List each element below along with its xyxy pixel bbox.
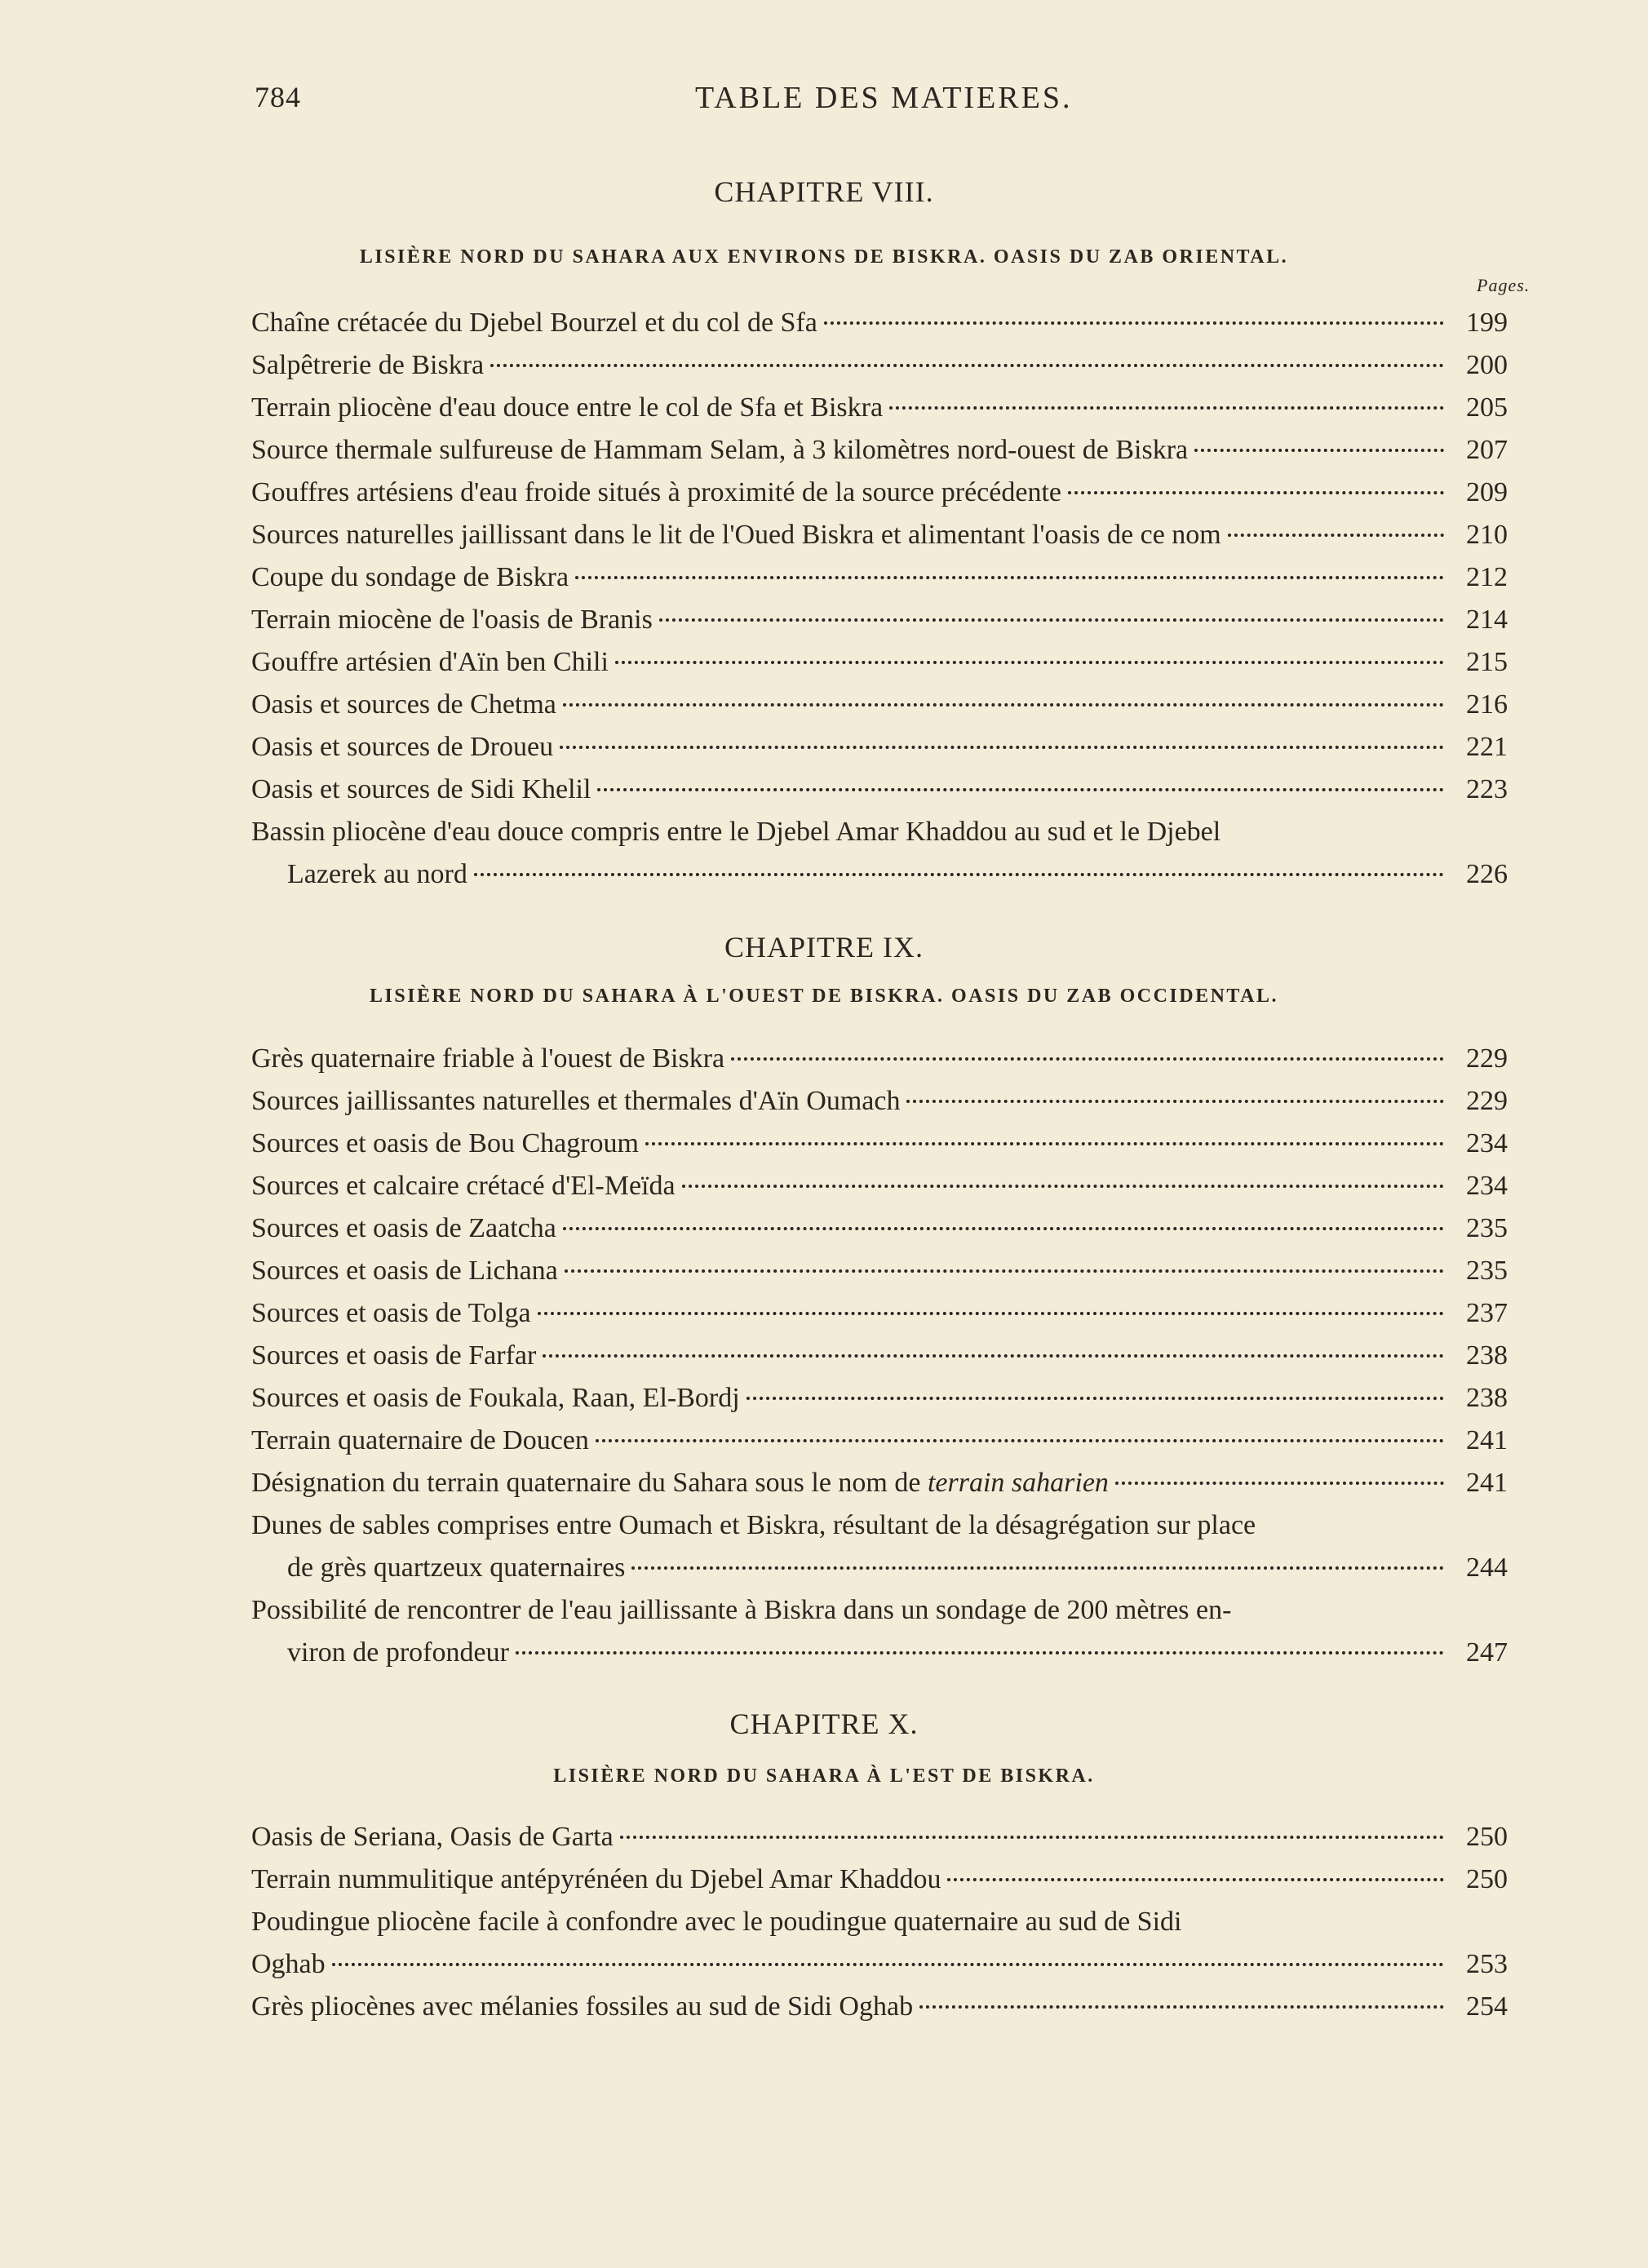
dot-leader	[597, 788, 1444, 791]
dot-leader	[1228, 534, 1444, 537]
entry-title: Sources et oasis de Zaatcha	[251, 1213, 556, 1243]
toc-entry	[251, 1462, 1508, 1504]
toc-entry	[251, 556, 1508, 599]
toc-entry	[251, 684, 1508, 726]
entry-title: Terrain quaternaire de Doucen	[251, 1425, 589, 1455]
dot-leader	[563, 703, 1444, 707]
toc-entry	[251, 1420, 1508, 1462]
entry-page: 238	[1466, 1383, 1508, 1413]
toc-list	[251, 1816, 1508, 2028]
entry-title: Sources jaillissantes naturelles et thermales d'Aïn Oumach	[251, 1086, 901, 1116]
entry-page: 244	[1466, 1553, 1508, 1583]
toc-list	[251, 1038, 1508, 1674]
entry-title: Sources et oasis de Bou Chagroum	[251, 1128, 639, 1158]
entry-title-continued: de grès quartzeux quaternaires	[287, 1553, 626, 1583]
toc-entry	[251, 472, 1508, 514]
entry-title-continued: Lazerek au nord	[287, 859, 467, 889]
entry-title: Sources naturelles jaillissant dans le lit de l'Oued Biskra et alimentant l'oasis de ce nom	[251, 520, 1221, 550]
entry-page: 237	[1466, 1298, 1508, 1328]
dot-leader	[474, 873, 1444, 876]
entry-page: 209	[1466, 477, 1508, 507]
entry-title: Coupe du sondage de Biskra	[251, 562, 569, 592]
toc-entry	[251, 1165, 1508, 1207]
toc-entry	[251, 1986, 1508, 2028]
dot-leader	[1068, 491, 1444, 494]
toc-entry	[251, 599, 1508, 641]
entry-page: 254	[1466, 1991, 1508, 2022]
entry-page: 205	[1466, 392, 1508, 423]
running-title: TABLE DES MATIERES.	[695, 81, 1073, 115]
entry-title: Oasis et sources de Droueu	[251, 732, 554, 762]
chapter-title: CHAPITRE VIII.	[714, 175, 934, 208]
dot-leader	[516, 1651, 1444, 1654]
entry-title: Oasis de Seriana, Oasis de Garta	[251, 1822, 614, 1852]
entry-title: Bassin pliocène d'eau douce compris entre le Djebel Amar Khaddou au sud et le Djebel	[251, 817, 1221, 847]
entry-page: 234	[1466, 1171, 1508, 1201]
entry-title: Sources et oasis de Farfar	[251, 1340, 537, 1371]
entry-term: terrain saharien	[927, 1468, 1109, 1498]
entry-page: 229	[1466, 1043, 1508, 1074]
entry-title: Sources et oasis de Foukala, Raan, El-Bordj	[251, 1383, 740, 1413]
dot-leader	[889, 406, 1444, 410]
entry-title: Terrain pliocène d'eau douce entre le col de Sfa et Biskra	[251, 392, 884, 423]
dot-leader	[824, 321, 1444, 325]
entry-title: Sources et oasis de Lichana	[251, 1256, 558, 1286]
chapter-subtitle: LISIÈRE NORD DU SAHARA À L'EST DE BISKRA.	[553, 1765, 1095, 1787]
toc-entry	[251, 1377, 1508, 1420]
dot-leader	[659, 618, 1444, 622]
toc-entry	[251, 1207, 1508, 1250]
entry-page: 199	[1466, 308, 1508, 338]
toc-entry	[251, 514, 1508, 556]
entry-title: Grès quaternaire friable à l'ouest de Biskra	[251, 1043, 725, 1074]
toc-entry	[251, 1901, 1508, 1986]
toc-entry	[251, 641, 1508, 684]
toc-entry	[251, 769, 1508, 811]
dot-leader	[615, 661, 1444, 664]
toc-entry	[251, 1589, 1508, 1674]
chapter-subtitle: LISIÈRE NORD DU SAHARA À L'OUEST DE BISKRA. OASIS DU ZAB OCCIDENTAL.	[370, 986, 1278, 1007]
entry-page: 223	[1466, 774, 1508, 804]
entry-title: Gouffres artésiens d'eau froide situés à proximité de la source précédente	[251, 477, 1061, 507]
entry-page: 200	[1466, 350, 1508, 380]
entry-page: 229	[1466, 1086, 1508, 1116]
entry-title: Grès pliocènes avec mélanies fossiles au sud de Sidi Oghab	[251, 1991, 914, 2022]
toc-entry	[251, 726, 1508, 769]
toc-entry	[251, 1080, 1508, 1123]
dot-leader	[731, 1057, 1444, 1061]
dot-leader	[332, 1963, 1444, 1966]
pages-column-label: Pages.	[1477, 275, 1531, 295]
entry-page: 234	[1466, 1128, 1508, 1158]
toc-entry	[251, 302, 1508, 344]
dot-leader	[631, 1566, 1444, 1570]
entry-title: Chaîne crétacée du Djebel Bourzel et du col de Sfa	[251, 308, 817, 338]
entry-page: 212	[1466, 562, 1508, 592]
entry-page: 253	[1466, 1949, 1508, 1979]
entry-title-continued: viron de profondeur	[287, 1637, 509, 1668]
entry-page: 226	[1466, 859, 1508, 889]
entry-page: 210	[1466, 520, 1508, 550]
entry-title: Terrain miocène de l'oasis de Branis	[251, 605, 653, 635]
dot-leader	[563, 1227, 1444, 1230]
dot-leader	[1194, 449, 1444, 452]
entry-title: Terrain nummulitique antépyrénéen du Djebel Amar Khaddou	[251, 1864, 941, 1894]
entry-page: 216	[1466, 689, 1508, 720]
dot-leader	[682, 1185, 1444, 1188]
entry-page: 250	[1466, 1822, 1508, 1852]
toc-entry	[251, 344, 1508, 387]
entry-title: Source thermale sulfureuse de Hammam Selam, à 3 kilomètres nord-ouest de Biskra	[251, 435, 1189, 465]
entry-title: Sources et calcaire crétacé d'El-Meïda	[251, 1171, 676, 1201]
chapter-title: CHAPITRE X.	[729, 1708, 919, 1740]
entry-page: 241	[1466, 1425, 1508, 1455]
entry-title-continued: Oghab	[251, 1949, 326, 1979]
entry-title: Oasis et sources de Sidi Khelil	[251, 774, 591, 804]
entry-title: Possibilité de rencontrer de l'eau jaillissante à Biskra dans un sondage de 200 mètres en-	[251, 1595, 1232, 1625]
entry-title: Sources et oasis de Tolga	[251, 1298, 531, 1328]
toc-entry	[251, 387, 1508, 429]
toc-entry	[251, 1816, 1508, 1858]
entry-page: 235	[1466, 1213, 1508, 1243]
entry-page: 241	[1466, 1468, 1508, 1498]
entry-title: Poudingue pliocène facile à confondre avec le poudingue quaternaire au sud de Sidi	[251, 1907, 1182, 1937]
entry-title: Oasis et sources de Chetma	[251, 689, 556, 720]
toc-entry	[251, 1292, 1508, 1335]
toc-entry	[251, 1038, 1508, 1080]
entry-page: 221	[1466, 732, 1508, 762]
toc-entry	[251, 1250, 1508, 1292]
dot-leader	[1115, 1482, 1444, 1485]
dot-leader	[575, 576, 1444, 579]
entry-title: Dunes de sables comprises entre Oumach et Biskra, résultant de la désagrégation sur place	[251, 1510, 1256, 1540]
entry-page: 207	[1466, 435, 1508, 465]
toc-entry	[251, 1335, 1508, 1377]
dot-leader	[906, 1100, 1444, 1103]
dot-leader	[543, 1354, 1444, 1358]
entry-page: 250	[1466, 1864, 1508, 1894]
entry-title: Désignation du terrain quaternaire du Sahara sous le nom de	[251, 1468, 921, 1498]
entry-page: 235	[1466, 1256, 1508, 1286]
entry-title: Gouffre artésien d'Aïn ben Chili	[251, 647, 609, 677]
dot-leader	[645, 1142, 1444, 1145]
dot-leader	[947, 1878, 1444, 1881]
toc-entry	[251, 429, 1508, 472]
entry-page: 215	[1466, 647, 1508, 677]
dot-leader	[596, 1439, 1444, 1442]
toc-entry	[251, 811, 1508, 896]
chapter-title: CHAPITRE IX.	[724, 931, 924, 963]
dot-leader	[560, 746, 1444, 749]
chapter-subtitle: LISIÈRE NORD DU SAHARA AUX ENVIRONS DE BISKRA. OASIS DU ZAB ORIENTAL.	[359, 246, 1289, 268]
dot-leader	[919, 2005, 1444, 2009]
toc-entry	[251, 1504, 1508, 1589]
dot-leader	[538, 1312, 1444, 1315]
entry-page: 247	[1466, 1637, 1508, 1668]
entry-title: Salpêtrerie de Biskra	[251, 350, 485, 380]
entry-page: 214	[1466, 605, 1508, 635]
page-header	[255, 80, 1469, 129]
dot-leader	[620, 1836, 1444, 1839]
dot-leader	[565, 1269, 1444, 1273]
dot-leader	[490, 364, 1444, 367]
toc-list	[251, 302, 1508, 896]
toc-entry	[251, 1123, 1508, 1165]
entry-page: 238	[1466, 1340, 1508, 1371]
page-number: 784	[255, 81, 301, 113]
dot-leader	[746, 1397, 1444, 1400]
toc-entry	[251, 1858, 1508, 1901]
